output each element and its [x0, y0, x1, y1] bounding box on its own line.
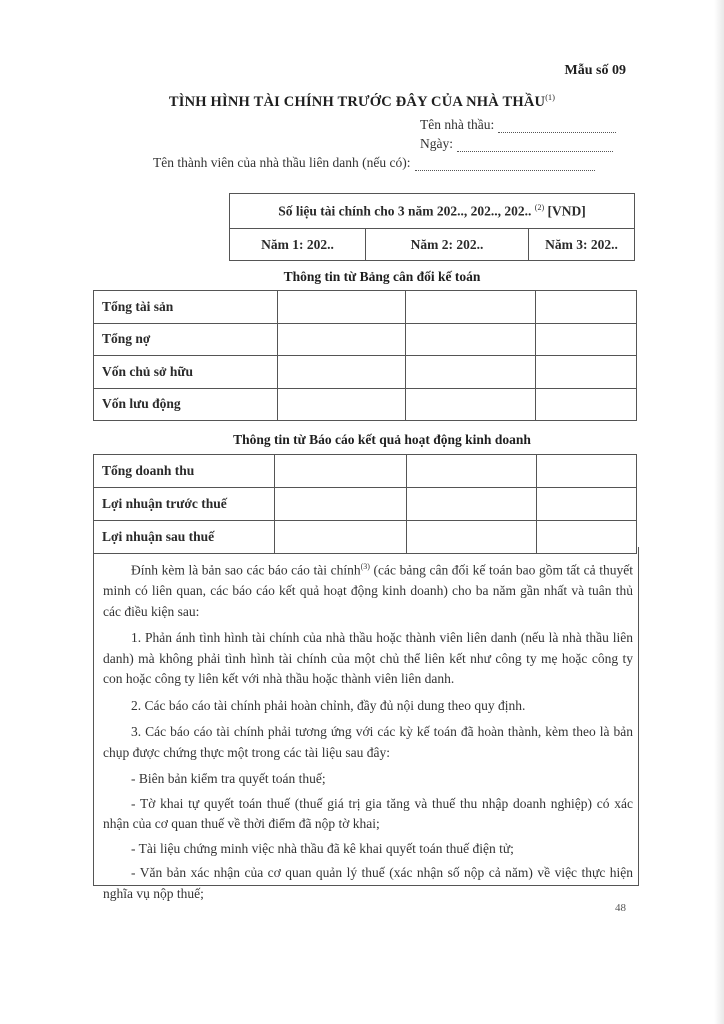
- contractor-name-label: Tên nhà thầu:: [420, 117, 495, 132]
- financial-header-note: (2): [534, 202, 545, 212]
- income-statement-table: [93, 454, 637, 554]
- form-number: Mẫu số 09: [564, 63, 626, 78]
- document-item-1: - Biên bản kiểm tra quyết toán thuế;: [131, 771, 326, 786]
- page-number: 48: [615, 902, 626, 914]
- input-cell[interactable]: [537, 488, 637, 521]
- input-cell[interactable]: [537, 455, 637, 488]
- table-row: [94, 388, 637, 421]
- input-cell[interactable]: [406, 356, 536, 389]
- document-item-2: - Tờ khai tự quyết toán thuế (thuế giá trị gia tăng và thuế thu nhập doanh nghiệp) có xác nhận của cơ quan thuế về thời điểm đã nộp tờ khai;: [103, 795, 633, 831]
- page-edge-shadow: [714, 0, 724, 1024]
- intro-text: Đính kèm là bản sao các báo cáo tài chính: [131, 562, 361, 578]
- balance-sheet-table: [93, 290, 637, 421]
- attachment-text: [103, 557, 633, 908]
- currency-label: [VND]: [547, 203, 586, 219]
- table-row: [94, 291, 637, 324]
- year-1-header: Năm 1: 202..: [230, 229, 366, 261]
- page-title: [0, 93, 724, 111]
- contractor-name-line[interactable]: [498, 120, 616, 133]
- input-cell[interactable]: [407, 455, 537, 488]
- income-statement-title: Thông tin từ Báo cáo kết quả hoạt động kinh doanh: [233, 432, 531, 447]
- input-cell[interactable]: [406, 323, 536, 356]
- condition-1: 1. Phản ánh tình hình tài chính của nhà thầu hoặc thành viên liên danh (nếu là nhà thầu liên danh) mà không phải tình hình tài chính của một chủ thể liên kết như công ty mẹ hoặc công ty con hoặc công ty liên kết với nhà thầu hoặc thành viên liên danh.: [103, 630, 633, 686]
- year-3-header: Năm 3: 202..: [529, 229, 635, 261]
- title-footnote: (1): [545, 93, 556, 102]
- input-cell[interactable]: [278, 323, 406, 356]
- date-label: Ngày:: [420, 136, 453, 151]
- table-row: [94, 323, 637, 356]
- table-row: [94, 488, 637, 521]
- input-cell[interactable]: [275, 455, 407, 488]
- row-label-working-capital: Vốn lưu động: [94, 388, 278, 421]
- intro-footnote: (3): [360, 562, 370, 571]
- input-cell[interactable]: [278, 291, 406, 324]
- input-cell[interactable]: [536, 388, 637, 421]
- financial-header-title: [230, 194, 635, 229]
- row-label-total-assets: Tổng tài sản: [94, 291, 278, 324]
- input-cell[interactable]: [275, 488, 407, 521]
- input-cell[interactable]: [407, 488, 537, 521]
- input-cell[interactable]: [406, 291, 536, 324]
- document-item-4: - Văn bản xác nhận của cơ quan quản lý thuế (xác nhận số nộp cả năm) về việc thực hiện nghĩa vụ nộp thuế;: [103, 865, 633, 901]
- title-text: TÌNH HÌNH TÀI CHÍNH TRƯỚC ĐÂY CỦA NHÀ THẦU: [168, 93, 546, 110]
- date-line[interactable]: [457, 139, 613, 152]
- document-item-3: - Tài liệu chứng minh việc nhà thầu đã kê khai quyết toán thuế điện tử;: [131, 840, 514, 856]
- input-cell[interactable]: [536, 323, 637, 356]
- jv-member-line[interactable]: [415, 158, 595, 171]
- input-cell[interactable]: [278, 356, 406, 389]
- condition-3: 3. Các báo cáo tài chính phải tương ứng với các kỳ kế toán đã hoàn thành, kèm theo là bản chụp được chứng thực một trong các tài liệu sau đây:: [103, 724, 633, 760]
- jv-member-label: Tên thành viên của nhà thầu liên danh (nếu có):: [153, 155, 411, 170]
- contractor-name-field[interactable]: [420, 117, 616, 133]
- row-label-total-revenue: Tổng doanh thu: [94, 455, 275, 488]
- input-cell[interactable]: [278, 388, 406, 421]
- table-row: [94, 356, 637, 389]
- row-label-total-liabilities: Tổng nợ: [94, 323, 278, 356]
- row-label-profit-after-tax: Lợi nhuận sau thuế: [94, 521, 275, 554]
- input-cell[interactable]: [536, 356, 637, 389]
- intro-text-continued: (các bảng cân đối kế toán bao gồm tất cả thuyết minh có liên quan, các báo cáo kết quả hoạt động kinh doanh) cho ba năm gần nhất và tuân thủ các điều kiện sau:: [103, 562, 633, 619]
- input-cell[interactable]: [536, 291, 637, 324]
- condition-2: 2. Các báo cáo tài chính phải hoàn chỉnh, đầy đủ nội dung theo quy định.: [131, 697, 526, 713]
- financial-header-title-text: Số liệu tài chính cho 3 năm 202.., 202.., 202..: [278, 203, 532, 219]
- balance-sheet-title: Thông tin từ Bảng cân đối kế toán: [283, 269, 481, 284]
- row-label-equity: Vốn chủ sở hữu: [94, 356, 278, 389]
- financial-data-header-table: [229, 193, 635, 261]
- year-2-header: Năm 2: 202..: [366, 229, 529, 261]
- input-cell[interactable]: [406, 388, 536, 421]
- jv-member-field[interactable]: [153, 155, 595, 171]
- row-label-profit-before-tax: Lợi nhuận trước thuế: [94, 488, 275, 521]
- table-row: [94, 455, 637, 488]
- attachment-intro: [103, 557, 633, 622]
- date-field[interactable]: [420, 136, 613, 152]
